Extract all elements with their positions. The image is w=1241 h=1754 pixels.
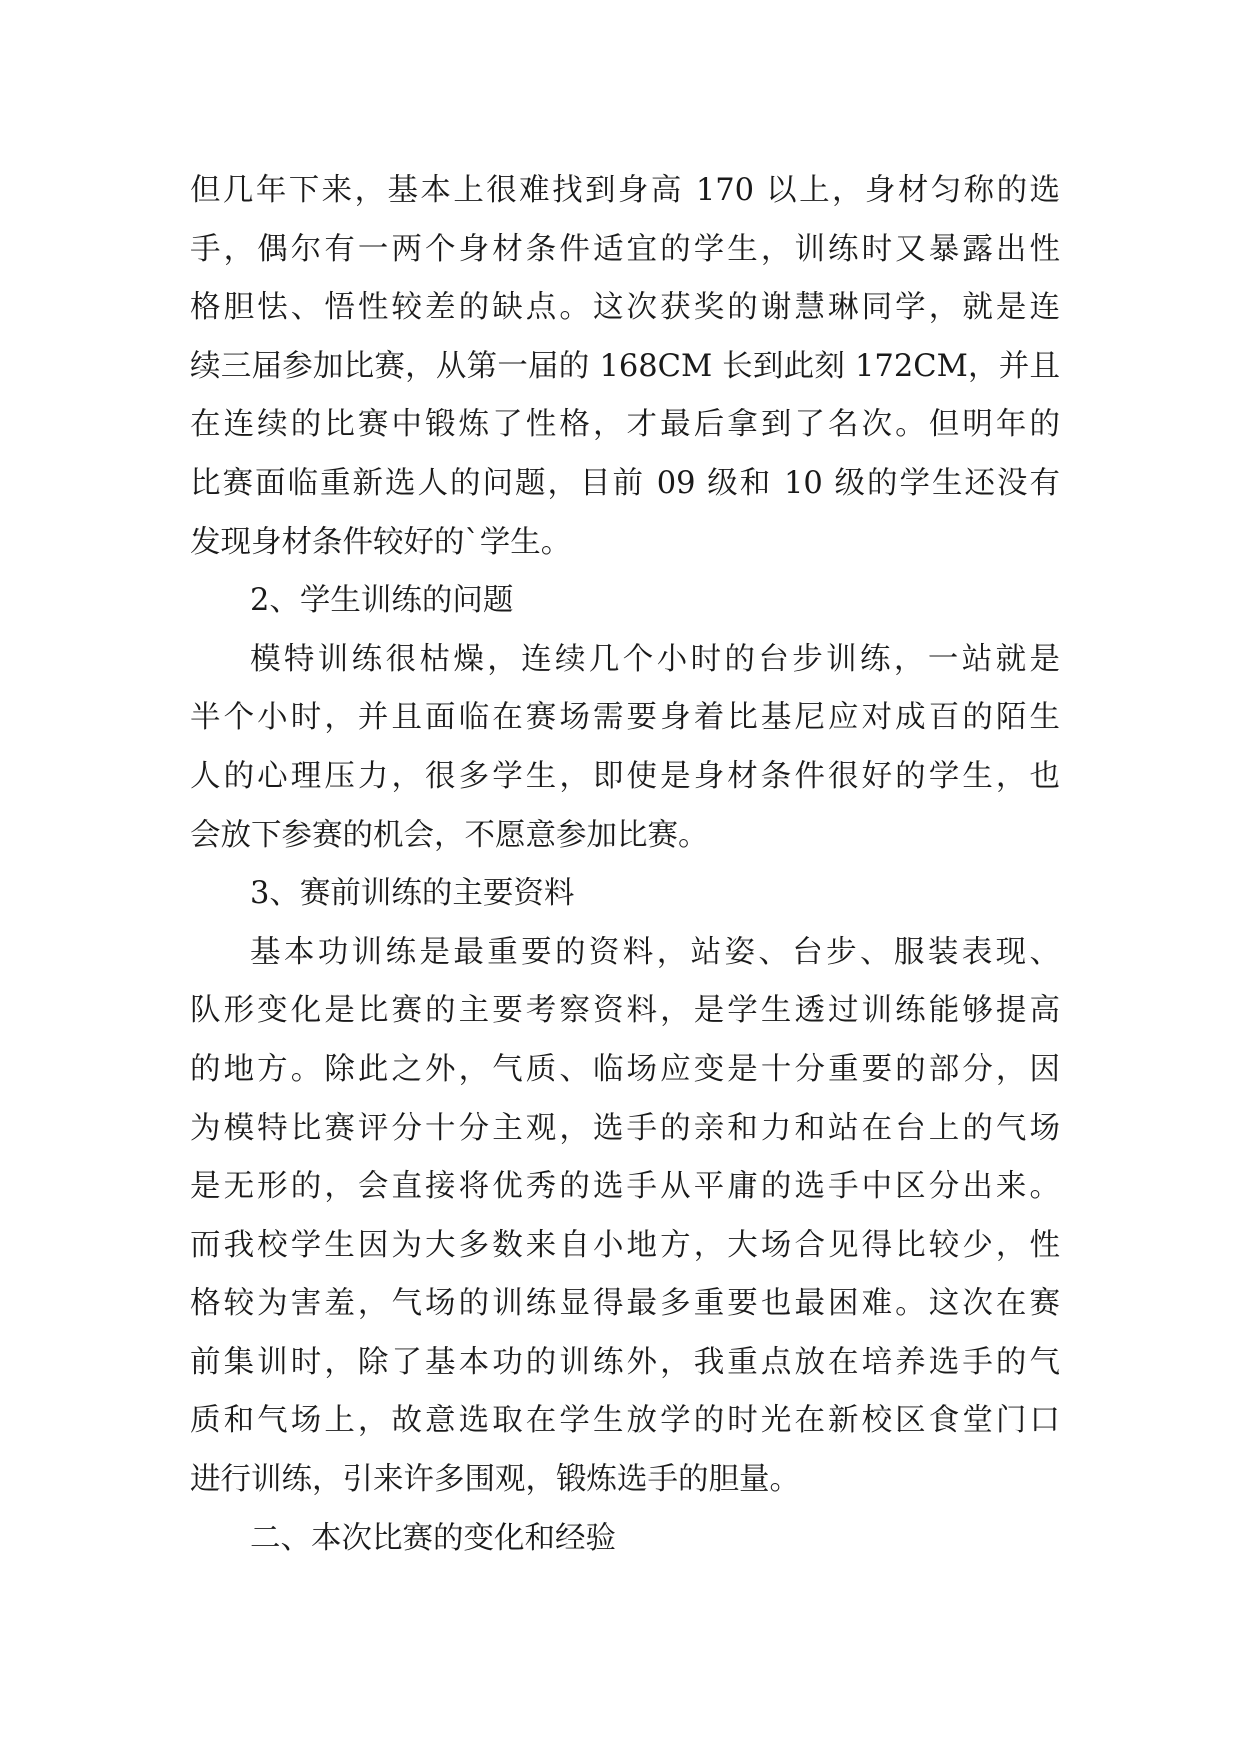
document-body [190,162,1060,1568]
text-line: 队形变化是比赛的主要考察资料，是学生透过训练能够提高 [190,993,1060,1029]
text-line: 的地方。除此之外，气质、临场应变是十分重要的部分，因 [190,1051,1060,1087]
paragraph [190,631,1060,865]
heading-text: 二、本次比赛的变化和经验 [250,1520,616,1556]
paragraph [190,162,1060,572]
text-line: 在连续的比赛中锻炼了性格，才最后拿到了名次。但明年的 [190,407,1060,443]
text-line: 为模特比赛评分十分主观，选手的亲和力和站在台上的气场 [190,1110,1060,1146]
heading-text: 3、赛前训练的主要资料 [250,876,575,912]
text-line: 续三届参加比赛，从第一届的 168CM 长到此刻 172CM，并且 [190,348,1060,384]
text-line: 进行训练，引来许多围观，锻炼选手的胆量。 [190,1462,800,1498]
text-line: 是无形的，会直接将优秀的选手从平庸的选手中区分出来。 [190,1169,1060,1205]
section-heading [190,1510,1060,1569]
text-line: 发现身材条件较好的`学生。 [190,524,572,560]
heading-text: 2、学生训练的问题 [250,583,514,619]
text-line: 半个小时，并且面临在赛场需要身着比基尼应对成百的陌生 [190,700,1060,736]
section-heading [190,865,1060,924]
text-line: 质和气场上，故意选取在学生放学的时光在新校区食堂门口 [190,1403,1060,1439]
section-heading [190,572,1060,631]
text-line: 会放下参赛的机会，不愿意参加比赛。 [190,817,709,853]
text-line: 模特训练很枯燥，连续几个小时的台步训练，一站就是 [250,641,1060,677]
text-line: 格较为害羞，气场的训练显得最多重要也最困难。这次在赛 [190,1286,1060,1322]
text-line: 比赛面临重新选人的问题，目前 09 级和 10 级的学生还没有 [190,465,1060,501]
text-line: 而我校学生因为大多数来自小地方，大场合见得比较少，性 [190,1227,1060,1263]
text-line: 格胆怯、悟性较差的缺点。这次获奖的谢慧琳同学，就是连 [190,290,1060,326]
paragraph [190,924,1060,1510]
text-line: 人的心理压力，很多学生，即使是身材条件很好的学生，也 [190,758,1060,794]
text-line: 但几年下来，基本上很难找到身高 170 以上，身材匀称的选 [190,173,1060,208]
text-line: 基本功训练是最重要的资料，站姿、台步、服装表现、 [250,934,1060,970]
text-line: 前集训时，除了基本功的训练外，我重点放在培养选手的气 [190,1344,1060,1380]
text-line: 手，偶尔有一两个身材条件适宜的学生，训练时又暴露出性 [190,231,1060,267]
